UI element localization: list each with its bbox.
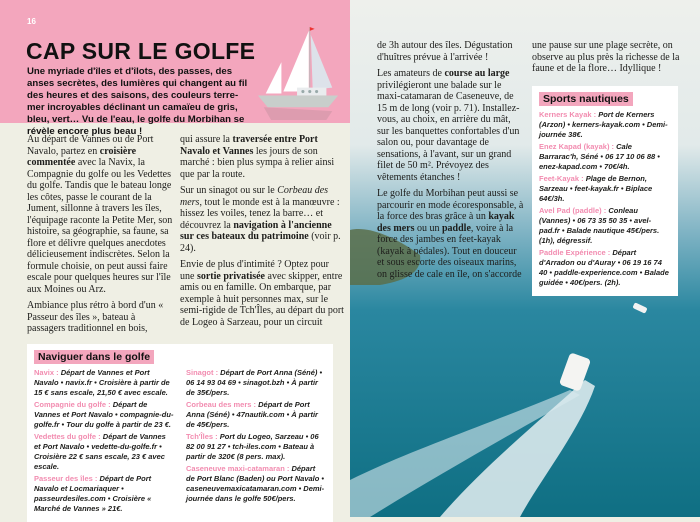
paragraph — [180, 185, 344, 254]
listing-name: Navix : — [34, 368, 59, 377]
listing-item — [186, 432, 326, 462]
listing-item — [186, 400, 326, 430]
text: de 3h autour des îles. Dégustation d'huîtres prévue à l'arrivée ! — [377, 40, 513, 63]
listing-name: Feet-Kayak : — [539, 174, 584, 183]
sailboat-illustration-icon — [254, 22, 344, 120]
page-title: CAP SUR LE GOLFE — [26, 38, 256, 64]
text: Le golfe du Morbihan peut aussi se parcourir en mode écoresponsable, à la force des bras grâce à un — [377, 188, 524, 222]
paragraph — [27, 134, 173, 295]
listing-item — [34, 368, 174, 398]
listing-item — [34, 474, 174, 514]
text: Les amateurs de — [377, 68, 445, 79]
listing-details: Départ de Vannes et Port Navalo • vedette-du-golfe.fr • Croisière 22 € sans escale, 23 € avec escale. — [34, 432, 166, 471]
page-number: 16 — [27, 17, 36, 26]
body-column-3 — [377, 40, 525, 285]
text: , tout le monde est à la manœuvre : hissez les voiles, tenez la barre… et découvrez la — [180, 196, 340, 231]
paragraph — [532, 40, 694, 75]
paragraph — [377, 188, 525, 280]
text: Envie de plus d'intimité ? Optez pour une — [180, 259, 329, 282]
paragraph — [27, 300, 173, 335]
text: Au départ de Vannes ou de Port Navalo, partez en — [27, 134, 154, 157]
listing-details: Départ de Vannes et Port Navalo • navix.fr • Croisière à partir de 15 € sans escale, 21,50 € avec escale. — [34, 368, 170, 397]
bold-text: croisière commentée — [27, 145, 137, 168]
listing-item — [539, 142, 671, 172]
box-columns — [34, 368, 326, 516]
text: avec skipper, entre amis ou en famille. On embarque, par exemple à huit personnes max, sur le semi-rigide de Tch'Îles, au départ du port de Logeo à Sarzeau, pour un circuit — [180, 270, 344, 328]
listing-details: Départ d'Arradon ou d'Auray • 06 19 16 74 40 • paddle-experience.com • Balade guidée • 40€/pers. (2h). — [539, 248, 669, 287]
bold-text: paddle — [442, 222, 471, 234]
intro-text: Une myriade d'îles et d'îlots, des passes, des anses secrètes, des lumières qui changent au fil des heures et des saisons, des couleurs terre-mer incroyables déclinant un camaïeu de gris, bleu, vert… Vu de l'eau, le golfe du Morbihan se révèle encore plus beau ! — [27, 66, 248, 137]
listing-name: Paddle Expérience : — [539, 248, 611, 257]
left-page — [0, 0, 350, 517]
listing-name: Avel Pad (paddle) : — [539, 206, 607, 215]
naviguer-info-box — [27, 344, 333, 522]
box-list-left — [34, 368, 174, 516]
listing-name: Vedettes du golfe : — [34, 432, 101, 441]
listing-details: Départ de Port Navalo et Locmariaquer • passeurdesiles.com • Croisière « Marché de Vannes » 21€. — [34, 474, 152, 513]
listing-details: Départ de Vannes et Port Navalo • compagnie-du-golfe.fr • Tour du golfe à partir de 23 €. — [34, 400, 174, 429]
text: qui assure la — [180, 134, 233, 145]
box-list — [539, 110, 671, 288]
listing-details: Cale Barrarac'h, Séné • 06 17 10 06 88 • enez-kapad.com • 70€/4h. — [539, 142, 660, 171]
listing-name: Corbeau des mers : — [186, 400, 257, 409]
listing-name: Passeur des îles : — [34, 474, 98, 483]
listing-name: Sinagot : — [186, 368, 219, 377]
body-column-2 — [180, 134, 344, 333]
box-heading: Naviguer dans le golfe — [34, 350, 154, 364]
text: les jours de son marché : bien plus sympa à relier ainsi que par la route. — [180, 145, 335, 180]
listing-details: Départ de Port Anna (Séné) • 47nautik.com • À partir de 45€/pers. — [186, 400, 318, 429]
body-column-4 — [532, 40, 694, 80]
listing-item — [186, 368, 326, 398]
bold-text: navigation à l'ancienne sur ces bateaux du patrimoine — [180, 219, 332, 242]
listing-name: Compagnie du golfe : — [34, 400, 111, 409]
listing-item — [34, 400, 174, 430]
bold-text: traversée entre Port Navalo et Vannes — [180, 134, 318, 157]
paragraph — [377, 68, 525, 183]
header-banner — [0, 0, 350, 137]
listing-item — [539, 110, 671, 140]
listing-details: Départ de Port Blanc (Baden) ou Port Navalo • caseneuvemaxicatamaran.com • Demi-journée dans le golfe 50€/pers. — [186, 464, 325, 503]
text: privilégieront une balade sur le maxi-catamaran de Caseneuve, de 15 m de long (voir p. 71). Installez-vous, au choix, en arrière du mât, sur les banquettes confortables d'un salon ou, pour davantage de sensations, à l'avant, sur un grand filet de 50 m². Prévoyez des vêtements étanches ! — [377, 79, 520, 183]
listing-name: Caseneuve maxi-catamaran : — [186, 464, 290, 473]
bold-text: kayak des mers — [377, 211, 515, 234]
bold-text: course au large — [444, 68, 510, 79]
listing-details: Plage de Bernon, Sarzeau • feet-kayak.fr • Biplace 64€/3h. — [539, 174, 653, 203]
listing-item — [539, 206, 671, 246]
text: ou un — [414, 222, 442, 234]
listing-details: Port du Logeo, Sarzeau • 06 82 00 91 27 • tch-iles.com • Bateau à partir de 320€ (8 pers. max). — [186, 432, 319, 461]
box-heading: Sports nautiques — [539, 92, 633, 106]
text: Sur un sinagot ou sur le — [180, 185, 278, 196]
paragraph — [180, 134, 344, 180]
text: Ambiance plus rétro à bord d'un « Passeur des îles », bateau à passagers traditionnel en bois, — [27, 300, 164, 334]
paragraph — [377, 40, 525, 63]
body-column-1 — [27, 134, 173, 340]
italic-text: Corbeau des mers — [180, 185, 329, 208]
text: une pause sur une plage secrète, on observe au plus près la richesse de la faune et de la flore… Idyllique ! — [532, 40, 680, 74]
text: , voire à la force des jambes en feet-kayak (kayak à pédales). Tout en douceur et sous escorte des oiseaux marins, on glisse de cale en île, on s'accorde — [377, 222, 522, 280]
text: (voir p. 24). — [180, 231, 341, 254]
listing-name: Enez Kapad (kayak) : — [539, 142, 615, 151]
bold-text: sortie privatisée — [196, 270, 265, 282]
sports-nautiques-box — [532, 86, 678, 296]
listing-details: Départ de Port Anna (Séné) • 06 14 93 04 69 • sinagot.bzh • À partir de 35€/pers. — [186, 368, 323, 397]
listing-item — [34, 432, 174, 472]
listing-item — [539, 248, 671, 288]
listing-details: Conleau (Vannes) • 06 73 35 50 35 • avel-pad.fr • Balade nautique 45€/pers. (1h), dégressif. — [539, 206, 660, 245]
listing-item — [539, 174, 671, 204]
listing-name: Kerners Kayak : — [539, 110, 597, 119]
paragraph — [180, 259, 344, 328]
listing-item — [186, 464, 326, 504]
listing-details: Port de Kerners (Arzon) • kerners-kayak.com • Demi-journée 38€. — [539, 110, 668, 139]
listing-name: Tch'Îles : — [186, 432, 218, 441]
box-list-right — [186, 368, 326, 516]
text: avec la Navix, la Compagnie du golfe ou les Vedettes du golfe. Tandis que le bateau longe les côtes, passe le courant de la Jument, sillonne à travers les îles, l'équipage raconte la Petite Mer, son histoire, sa géographie, sa faune, sa flore et délivre quelques anecdotes délicieusement indiscrètes. Selon la formule choisie, on peut aussi faire escale pour quelques heures sur l'île aux Moines ou Arz. — [27, 157, 173, 295]
